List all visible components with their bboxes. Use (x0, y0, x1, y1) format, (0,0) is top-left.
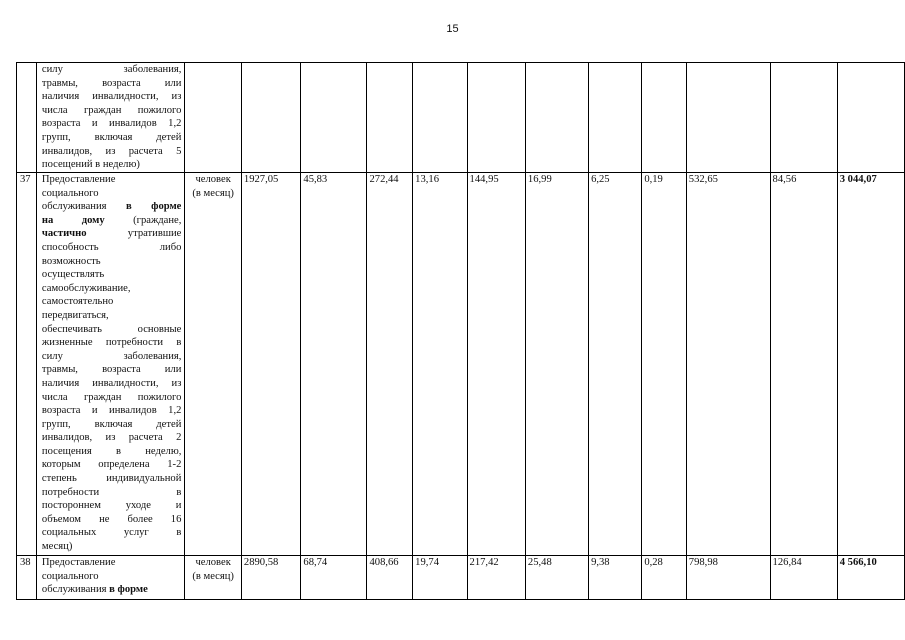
unit-line: (в месяц) (192, 570, 234, 582)
description-line: самообслуживание, (41, 282, 131, 294)
cost-cell: 144,95 (467, 173, 525, 556)
cost-cell (770, 63, 837, 173)
table-row (17, 556, 905, 600)
description-line: групп, включая детей (41, 418, 182, 430)
cost-cell: 217,42 (467, 556, 525, 600)
cost-cell: 408,66 (367, 556, 413, 600)
description-line: обеспечивать основные (41, 323, 182, 335)
description-line: объемом не более 16 (41, 513, 182, 525)
unit-line: человек (195, 557, 231, 568)
description-line: возможность (41, 255, 101, 267)
description-line: наличия инвалидности, из (41, 377, 182, 389)
service-description (36, 173, 184, 556)
description-line: травмы, возраста или (41, 364, 182, 376)
cost-cell: 16,99 (525, 173, 588, 556)
row-number: 38 (17, 556, 37, 600)
description-line: Предоставление (41, 557, 116, 568)
cost-cell: 2890,58 (241, 556, 301, 600)
description-line: осуществлять (41, 269, 105, 281)
cost-cell (467, 63, 525, 173)
cost-cell (642, 63, 686, 173)
cost-cell: 19,74 (413, 556, 467, 600)
description-line: обслуживания в форме (41, 201, 182, 213)
description-line: способность либо (41, 241, 182, 253)
description-line: возраста и инвалидов 1,2 (41, 405, 182, 417)
cost-cell: 68,74 (301, 556, 367, 600)
description-line: самостоятельно (41, 296, 114, 308)
description-line: Предоставление (41, 174, 116, 185)
description-line: потребности в (41, 486, 182, 498)
cost-cell: 126,84 (770, 556, 837, 600)
service-description (36, 63, 184, 173)
cost-cell (525, 63, 588, 173)
description-line: месяц) (41, 541, 73, 553)
unit-line: человек (195, 174, 231, 185)
unit-cell (185, 556, 242, 600)
description-line: силу заболевания, (41, 350, 182, 362)
table-row (17, 173, 905, 556)
description-line: социального (41, 187, 99, 199)
cost-cell: 1927,05 (241, 173, 301, 556)
cost-cell (589, 63, 642, 173)
cost-cell: 25,48 (525, 556, 588, 600)
total-cost-cell: 4 566,10 (837, 556, 904, 600)
description-line: постороннем уходе и (41, 500, 182, 512)
cost-cell: 84,56 (770, 173, 837, 556)
description-line: обслуживания в форме (41, 584, 148, 596)
description-line: на дому (граждане, (41, 214, 182, 226)
page-number: 15 (446, 23, 459, 35)
cost-cell: 6,25 (589, 173, 642, 556)
unit-cell (185, 173, 242, 556)
cost-cell: 0,19 (642, 173, 686, 556)
cost-cell: 798,98 (686, 556, 770, 600)
row-number (17, 63, 37, 173)
description-line: жизненные потребности в (41, 337, 182, 349)
description-line: наличия инвалидности, из (41, 91, 182, 103)
cost-cell: 0,28 (642, 556, 686, 600)
cost-cell (367, 63, 413, 173)
row-number: 37 (17, 173, 37, 556)
cost-cell (413, 63, 467, 173)
description-line: степень индивидуальной (41, 473, 182, 485)
total-cost-cell (837, 63, 904, 173)
unit-line: (в месяц) (192, 187, 234, 199)
description-line: социальных услуг в (41, 527, 182, 539)
cost-cell: 13,16 (413, 173, 467, 556)
description-line: социального (41, 570, 99, 582)
cost-cell (686, 63, 770, 173)
description-line: частично утратившие (41, 228, 182, 240)
unit-cell (185, 63, 242, 173)
description-line: которым определена 1-2 (41, 459, 182, 471)
tariff-table (16, 62, 905, 600)
cost-cell (301, 63, 367, 173)
description-line: силу заболевания, (41, 64, 182, 75)
cost-cell: 532,65 (686, 173, 770, 556)
description-line: возраста и инвалидов 1,2 (41, 118, 182, 130)
description-line: посещений в неделю) (41, 159, 140, 171)
cost-cell: 45,83 (301, 173, 367, 556)
description-line: передвигаться, (41, 309, 109, 321)
description-line: числа граждан пожилого (41, 391, 182, 403)
cost-cell (241, 63, 301, 173)
description-line: групп, включая детей (41, 131, 182, 143)
cost-cell: 272,44 (367, 173, 413, 556)
service-description (36, 556, 184, 600)
cost-cell: 9,38 (589, 556, 642, 600)
table-row (17, 63, 905, 173)
description-line: числа граждан пожилого (41, 104, 182, 116)
description-line: инвалидов, из расчета 5 (41, 145, 182, 157)
description-line: травмы, возраста или (41, 77, 182, 89)
description-line: посещения в неделю, (41, 445, 182, 457)
description-line: инвалидов, из расчета 2 (41, 432, 182, 444)
total-cost-cell: 3 044,07 (837, 173, 904, 556)
